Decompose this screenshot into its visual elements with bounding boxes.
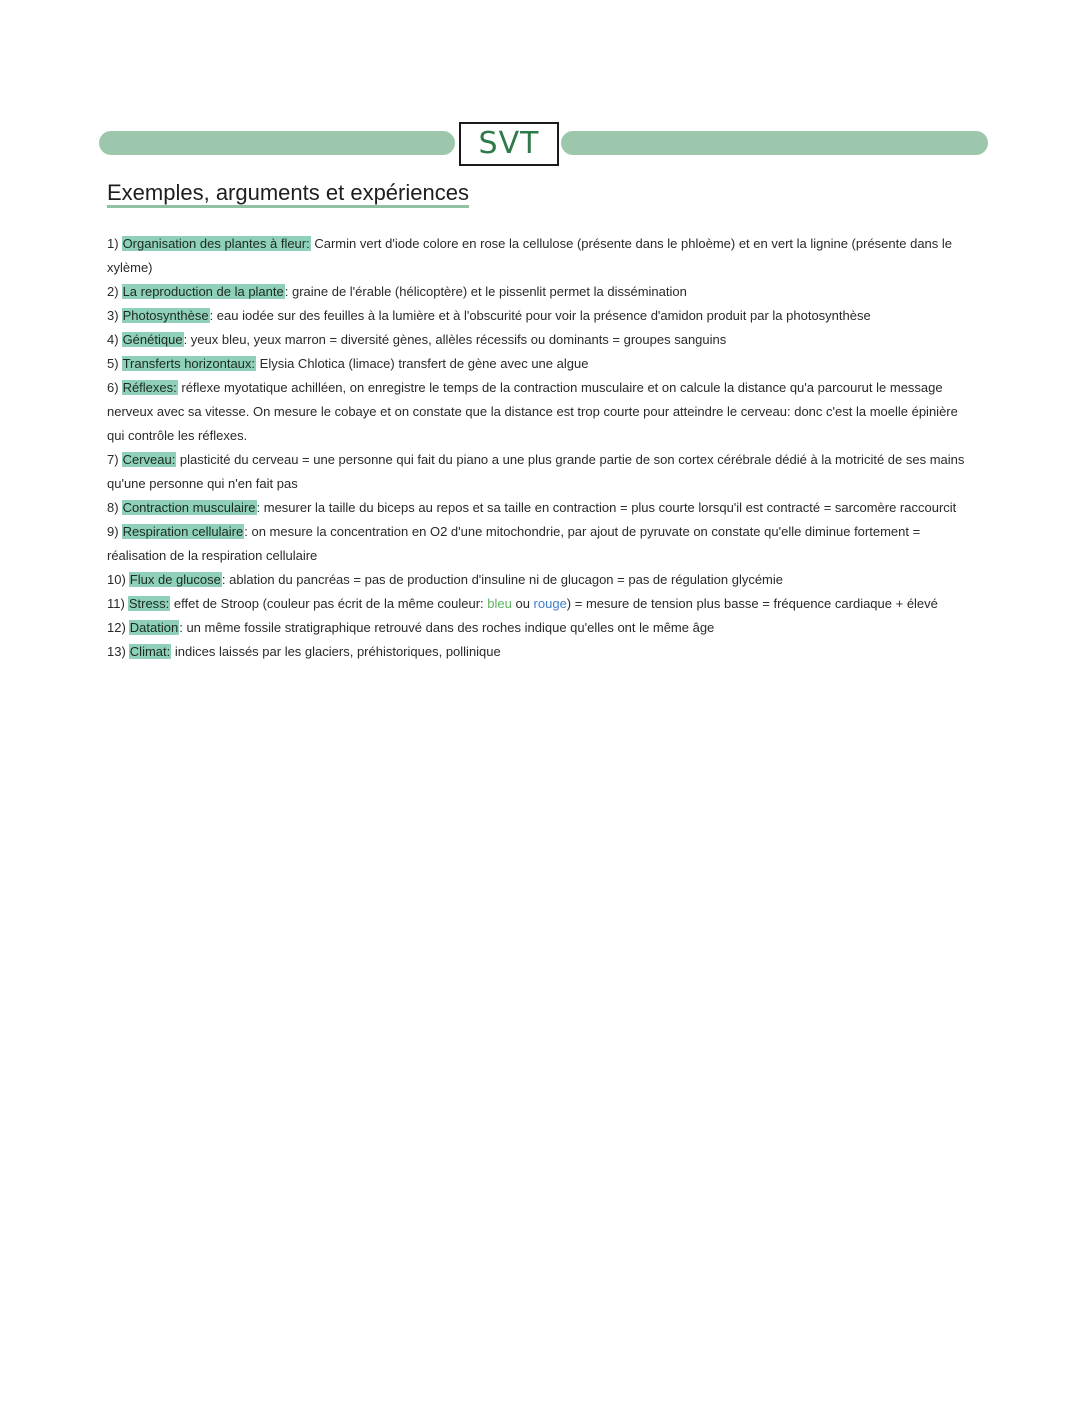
item-label: Climat: bbox=[129, 644, 171, 659]
item-text: : ablation du pancréas = pas de production d'insuline ni de glucagon = pas de régulation glycémie bbox=[221, 572, 784, 587]
stroop-word-green: bleu bbox=[487, 596, 512, 611]
list-item bbox=[107, 568, 977, 592]
title-banner bbox=[99, 122, 988, 168]
item-label: Contraction musculaire bbox=[122, 500, 256, 515]
item-label: Réflexes: bbox=[122, 380, 177, 395]
item-text: : eau iodée sur des feuilles à la lumière et à l'obscurité pour voir la présence d'amidon produit par la photosynthèse bbox=[209, 308, 871, 323]
item-number: 6) bbox=[107, 380, 119, 395]
list-item bbox=[107, 640, 977, 664]
stroop-word-blue: rouge bbox=[533, 596, 567, 611]
item-label: Stress: bbox=[128, 596, 170, 611]
title-box bbox=[459, 122, 559, 166]
item-text: effet de Stroop (couleur pas écrit de la même couleur: bbox=[170, 596, 488, 611]
item-text: : mesurer la taille du biceps au repos et sa taille en contraction = plus courte lorsqu'il est contracté = sarcomère raccourcit bbox=[256, 500, 957, 515]
item-number: 10) bbox=[107, 572, 126, 587]
list-item bbox=[107, 496, 977, 520]
list-item bbox=[107, 592, 977, 616]
item-label: Génétique bbox=[122, 332, 183, 347]
section-heading: Exemples, arguments et expériences bbox=[107, 180, 469, 205]
list-item bbox=[107, 304, 977, 328]
item-text: ou bbox=[511, 596, 534, 611]
item-text: : graine de l'érable (hélicoptère) et le pissenlit permet la dissémination bbox=[284, 284, 687, 299]
item-number: 3) bbox=[107, 308, 119, 323]
list-item bbox=[107, 232, 977, 280]
item-text: réflexe myotatique achilléen, on enregistre le temps de la contraction musculaire et on calcule la distance qu'a parcourut le message nerveux avec sa vitesse. On mesure le cobaye et on constate que la distance est trop courte pour atteindre le cerveau: donc c'est la moelle épinière qui contrôle les réflexes. bbox=[107, 380, 958, 443]
item-text: indices laissés par les glaciers, préhistoriques, pollinique bbox=[171, 644, 501, 659]
item-text: Elysia Chlotica (limace) transfert de gène avec une algue bbox=[256, 356, 589, 371]
item-text: plasticité du cerveau = une personne qui fait du piano a une plus grande partie de son cortex cérébrale dédié à la motricité de ses mains qu'une personne qui n'en fait pas bbox=[107, 452, 965, 491]
item-number: 13) bbox=[107, 644, 126, 659]
list-item bbox=[107, 328, 977, 352]
item-number: 8) bbox=[107, 500, 119, 515]
item-number: 9) bbox=[107, 524, 119, 539]
item-number: 11) bbox=[107, 596, 125, 611]
title-bar-right bbox=[561, 131, 988, 155]
examples-list bbox=[107, 232, 977, 664]
item-number: 1) bbox=[107, 236, 119, 251]
item-text: ) = mesure de tension plus basse = fréquence cardiaque + élevé bbox=[566, 596, 938, 611]
item-text: : yeux bleu, yeux marron = diversité gènes, allèles récessifs ou dominants = groupes sanguins bbox=[183, 332, 727, 347]
item-number: 12) bbox=[107, 620, 126, 635]
list-item bbox=[107, 616, 977, 640]
title-bar-left bbox=[99, 131, 455, 155]
item-label: Cerveau: bbox=[122, 452, 176, 467]
item-label: Organisation des plantes à fleur: bbox=[122, 236, 310, 251]
list-item bbox=[107, 280, 977, 304]
list-item bbox=[107, 520, 977, 568]
item-label: Respiration cellulaire bbox=[122, 524, 244, 539]
item-text: : un même fossile stratigraphique retrouvé dans des roches indique qu'elles ont le même âge bbox=[179, 620, 715, 635]
page-title: SVT bbox=[478, 126, 540, 161]
list-item bbox=[107, 376, 977, 448]
item-text: Carmin vert d'iode colore en rose la cellulose (présente dans le phloème) et en vert la lignine (présente dans le xylème) bbox=[107, 236, 953, 275]
item-number: 4) bbox=[107, 332, 119, 347]
item-text: : on mesure la concentration en O2 d'une mitochondrie, par ajout de pyruvate on constate qu'elle diminue fortement = réalisation de la respiration cellulaire bbox=[107, 524, 921, 563]
item-number: 2) bbox=[107, 284, 119, 299]
item-number: 5) bbox=[107, 356, 119, 371]
item-number: 7) bbox=[107, 452, 119, 467]
item-label: Photosynthèse bbox=[122, 308, 209, 323]
item-label: Datation bbox=[129, 620, 179, 635]
list-item bbox=[107, 352, 977, 376]
item-label: La reproduction de la plante bbox=[122, 284, 284, 299]
item-label: Flux de glucose bbox=[129, 572, 221, 587]
item-label: Transferts horizontaux: bbox=[122, 356, 256, 371]
list-item bbox=[107, 448, 977, 496]
